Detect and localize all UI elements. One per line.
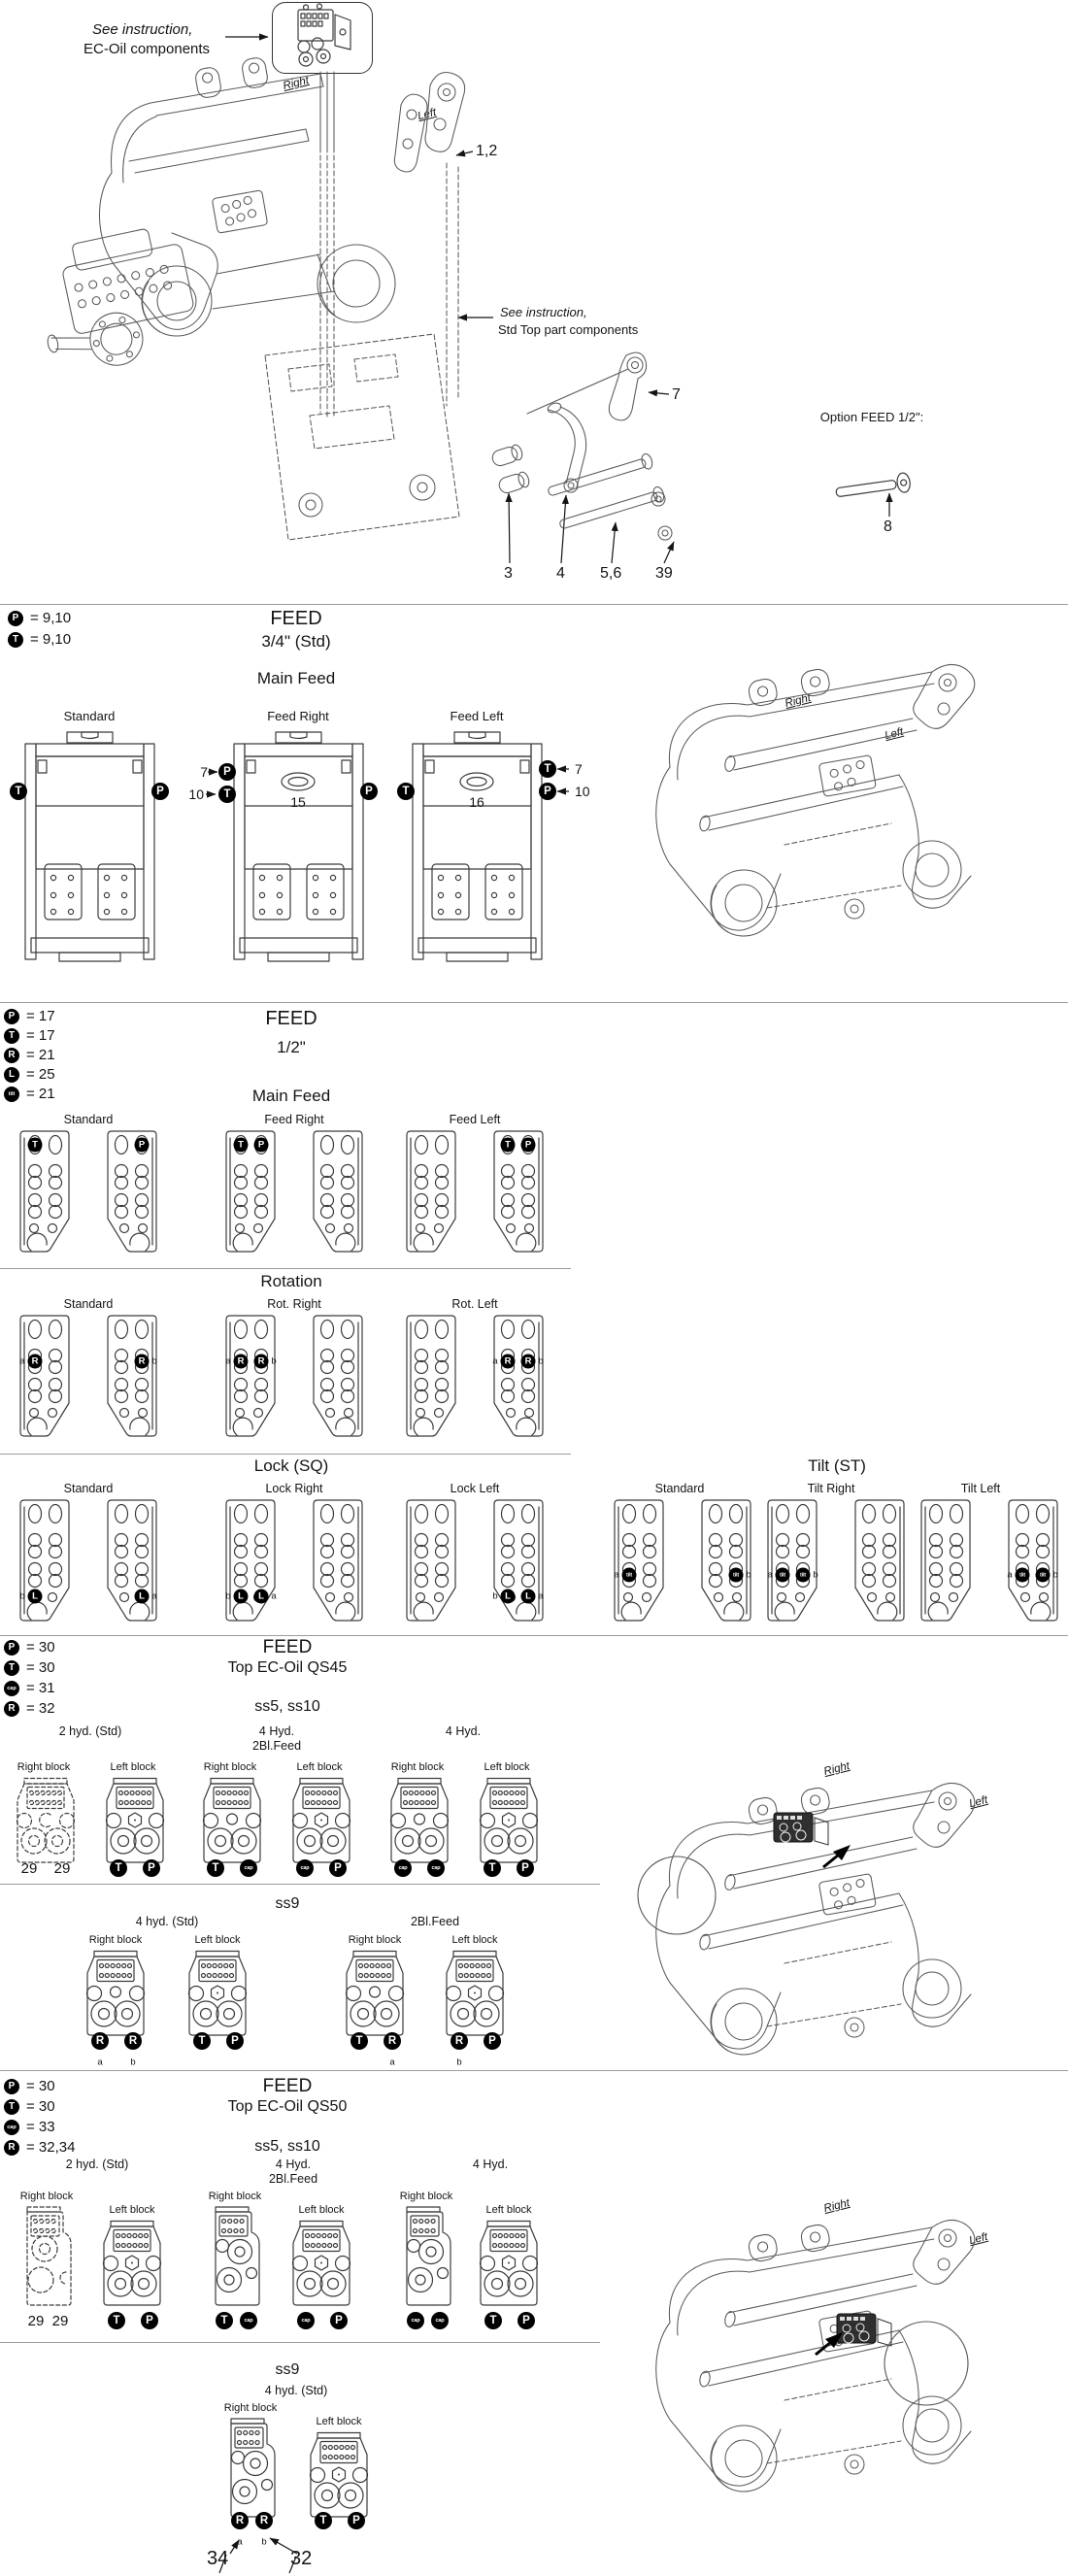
port-badge-R: R <box>501 1355 516 1369</box>
port-plate-right <box>101 1313 161 1439</box>
port-badge-T: T <box>10 783 27 800</box>
port-plate-right <box>487 1497 548 1623</box>
section-divider <box>0 1454 571 1455</box>
valve-block <box>19 2206 74 2307</box>
port-badge-R: R <box>135 1355 150 1369</box>
feed12-Lock (SQ)-variant-label: Lock Left <box>450 1482 500 1495</box>
port-badge-L: L <box>234 1589 249 1604</box>
port-badge-T: T <box>108 2312 125 2329</box>
port-letter: a <box>614 1569 619 1581</box>
exploded-view <box>15 0 694 604</box>
port-letter: b <box>538 1355 544 1367</box>
feed34-variant-feedleft: Feed Left <box>450 709 504 723</box>
port-badge-P: P <box>360 783 378 800</box>
block-title: Left block <box>316 2416 362 2427</box>
feed12-Main Feed-variant-label: Feed Right <box>264 1113 324 1126</box>
port-plate-left <box>221 1497 282 1623</box>
port-badge-P: P <box>329 1859 347 1877</box>
port-plate-left <box>917 1497 977 1623</box>
qs50-ss9-config-label: 4 hyd. (Std) <box>264 2384 328 2397</box>
port-badge-cap: cap <box>394 1859 412 1877</box>
valve-block <box>102 1777 168 1864</box>
coupler-iso-view <box>610 621 1066 998</box>
port-badge-T: T <box>110 1859 127 1877</box>
config-label: 2Bl.Feed <box>410 1915 460 1928</box>
port-plate-left <box>16 1128 76 1255</box>
valve-block <box>399 2206 453 2307</box>
feed34-variant-feedright: Feed Right <box>267 709 329 723</box>
qs50-legend-row <box>4 2119 55 2135</box>
port-badge-T: T <box>484 1859 501 1877</box>
option-bolt-sketch <box>830 464 937 509</box>
port-letter: b <box>151 1355 157 1367</box>
feed12-legend-row <box>4 1008 55 1024</box>
block-title: Right block <box>399 2191 453 2202</box>
qs50-title: FEED <box>262 2076 313 2096</box>
block-title: Left block <box>484 1761 530 1773</box>
port-letter: b <box>19 1590 25 1602</box>
port-letter: b <box>456 2057 462 2068</box>
legend-badge-cap: cap <box>4 1681 19 1696</box>
ecoil-note-line2: EC-Oil components <box>83 41 211 57</box>
qs45-legend-row <box>4 1659 55 1676</box>
block-title: Left block <box>109 2204 155 2216</box>
port-plate-left <box>402 1128 462 1255</box>
port-badge-tilt: tilt <box>776 1568 790 1583</box>
block-title: Left block <box>194 1934 241 1946</box>
port-letter: b <box>225 1590 231 1602</box>
legend-badge-P: P <box>4 1640 19 1656</box>
port-badge-T: T <box>484 2312 502 2329</box>
qs45-legend-row <box>4 1639 55 1656</box>
callout-bolts: 5,6 <box>600 565 622 582</box>
valve-block <box>386 1777 452 1864</box>
block-title: Left block <box>451 1934 498 1946</box>
section-divider <box>0 2342 600 2343</box>
port-letter: a <box>151 1590 157 1602</box>
port-badge-R: R <box>91 2032 109 2050</box>
feed12-group-mainfeed: Main Feed <box>251 1087 331 1105</box>
valve-block <box>306 2431 372 2519</box>
port-plate-left <box>610 1497 670 1623</box>
block-title: Right block <box>203 1761 257 1773</box>
feed12-size: 1/2" <box>277 1038 306 1056</box>
port-letter: a <box>1007 1569 1013 1581</box>
port-badge-R: R <box>234 1355 249 1369</box>
feed12-Lock (SQ)-variant-label: Standard <box>63 1482 114 1495</box>
legend-value: = 30 <box>26 2078 55 2094</box>
port-badge-cap: cap <box>431 2312 449 2329</box>
feed34-callout-10-right: 10 <box>188 786 204 802</box>
legend-badge-T: T <box>4 1028 19 1044</box>
port-letter: a <box>538 1590 544 1602</box>
valve-block <box>223 2418 278 2519</box>
feed12-legend-row <box>4 1027 55 1044</box>
port-letter: a <box>271 1590 277 1602</box>
ecoil-arrow <box>814 2330 847 2358</box>
port-badge-P: P <box>521 1138 536 1153</box>
port-badge-P: P <box>141 2312 158 2329</box>
qs50-callout-34: 34 <box>207 2548 229 2569</box>
port-letter: a <box>767 1569 773 1581</box>
part-number: 29 <box>20 1860 38 1877</box>
config-label: 4 Hyd. <box>445 1724 482 1738</box>
qs45-row-ss9: ss9 <box>275 1895 300 1912</box>
legend-value: = 17 <box>26 1008 55 1024</box>
port-badge-cap: cap <box>240 2312 257 2329</box>
legend-value: = 17 <box>26 1027 55 1044</box>
config-label: 2Bl.Feed <box>268 2172 318 2186</box>
legend-badge-cap: cap <box>4 2120 19 2135</box>
qs50-row-ss5: ss5, ss10 <box>254 2138 320 2155</box>
port-plate-right <box>849 1497 909 1623</box>
legend-value: = 31 <box>26 1680 55 1696</box>
callout-link: 4 <box>556 565 565 582</box>
block-title: Right block <box>19 2191 74 2202</box>
ecoil-note-line1: See instruction, <box>92 21 193 38</box>
feed12-Tilt (ST)-variant-label: Standard <box>654 1482 705 1495</box>
port-badge-T: T <box>350 2032 368 2050</box>
legend-value: = 25 <box>26 1066 55 1083</box>
port-badge-R: R <box>254 1355 269 1369</box>
top-left-label: Left <box>417 106 438 123</box>
port-badge-P: P <box>254 1138 269 1153</box>
std-note-line2: Std Top part components <box>498 322 639 337</box>
feed34-iso-right-label: Right <box>784 691 813 711</box>
port-letter: a <box>492 1355 498 1367</box>
port-badge-R: R <box>384 2032 401 2050</box>
port-plate-right <box>695 1497 755 1623</box>
block-title: Left block <box>485 2204 532 2216</box>
port-badge-P: P <box>517 1859 534 1877</box>
feed-port-number: 15 <box>290 794 306 810</box>
legend-value: = 9,10 <box>30 631 72 648</box>
ecoil-arrow <box>821 1843 854 1870</box>
feed34-callout-10-left: 10 <box>575 784 590 799</box>
port-plate-left <box>763 1497 823 1623</box>
port-badge-L: L <box>135 1589 150 1604</box>
qs50-subtitle: Top EC-Oil QS50 <box>227 2098 348 2115</box>
port-badge-T: T <box>207 1859 224 1877</box>
valve-block <box>342 1950 408 2037</box>
qs45-row-ss5: ss5, ss10 <box>254 1698 320 1715</box>
top-right-label: Right <box>282 74 311 93</box>
feed12-Main Feed-variant-label: Standard <box>63 1113 114 1126</box>
qs50-legend-row <box>4 2098 55 2115</box>
port-badge-R: R <box>451 2032 468 2050</box>
qs45-legend-row <box>4 1700 55 1717</box>
port-badge-T: T <box>315 2512 332 2529</box>
feed34-callout-7-left: 7 <box>575 761 583 777</box>
port-letter: b <box>746 1569 751 1581</box>
feed34-legend-row <box>8 631 71 648</box>
legend-value: = 30 <box>26 1639 55 1656</box>
port-badge-tilt: tilt <box>729 1568 744 1583</box>
port-plate-left <box>221 1128 282 1255</box>
callout-pins: 1,2 <box>476 143 498 159</box>
port-badge-L: L <box>501 1589 516 1604</box>
feed34-group: Main Feed <box>256 669 336 687</box>
legend-badge-P: P <box>4 1009 19 1024</box>
block-title: Right block <box>223 2402 278 2414</box>
section-divider <box>0 1002 1068 1003</box>
coupler-iso-view <box>610 2177 1066 2554</box>
qs45-title: FEED <box>262 1637 313 1657</box>
config-label: 4 hyd. (Std) <box>135 1915 199 1928</box>
config-label: 4 Hyd. <box>275 2158 312 2171</box>
port-badge-T: T <box>539 760 556 778</box>
qs50-callout-32: 32 <box>290 2548 313 2569</box>
callout-washers: 39 <box>655 565 673 582</box>
port-badge-P: P <box>484 2032 501 2050</box>
feed12-legend-row <box>4 1066 55 1083</box>
config-label: 4 Hyd. <box>258 1724 295 1738</box>
qs50-legend-row <box>4 2078 55 2094</box>
port-badge-L: L <box>28 1589 43 1604</box>
port-plate-left <box>16 1497 76 1623</box>
port-badge-P: P <box>539 783 556 800</box>
valve-block <box>288 2220 354 2307</box>
legend-badge-P: P <box>8 611 23 626</box>
port-plate-right <box>1002 1497 1062 1623</box>
port-letter: a <box>97 2057 103 2068</box>
block-title: Right block <box>88 1934 143 1946</box>
port-badge-R: R <box>255 2512 273 2529</box>
port-plate-right <box>487 1128 548 1255</box>
part-number: 29 <box>27 2313 45 2329</box>
port-badge-P: P <box>151 783 169 800</box>
port-letter: b <box>261 2536 267 2548</box>
legend-value: = 32 <box>26 1700 55 1717</box>
legend-value: = 21 <box>26 1086 55 1102</box>
feed12-Tilt (ST)-variant-label: Tilt Left <box>960 1482 1001 1495</box>
legend-badge-T: T <box>4 2099 19 2115</box>
legend-value: = 32,34 <box>26 2139 76 2156</box>
legend-value: = 9,10 <box>30 610 72 626</box>
valve-block <box>83 1950 149 2037</box>
legend-badge-R: R <box>4 2140 19 2156</box>
port-plate-right <box>101 1128 161 1255</box>
valve-block <box>288 1777 354 1864</box>
port-letter: a <box>225 1355 231 1367</box>
port-badge-P: P <box>135 1138 150 1153</box>
legend-badge-T: T <box>8 632 23 648</box>
port-plate-right <box>101 1497 161 1623</box>
port-plate-right <box>307 1313 367 1439</box>
block-title: Left block <box>110 1761 156 1773</box>
valve-block <box>208 2206 262 2307</box>
feed34-legend-row <box>8 610 71 626</box>
feed34-iso-left-label: Left <box>884 725 905 743</box>
feed34-size: 3/4" (Std) <box>261 632 331 651</box>
section-divider <box>0 1268 571 1269</box>
feed12-group-tilt: Tilt (ST) <box>808 1456 866 1475</box>
legend-badge-P: P <box>4 2079 19 2094</box>
port-letter: b <box>130 2057 136 2068</box>
qs50-row-ss9: ss9 <box>275 2361 300 2378</box>
feed12-Rotation-variant-label: Rot. Left <box>451 1297 498 1311</box>
valve-block <box>476 1777 542 1864</box>
port-badge-R: R <box>231 2512 249 2529</box>
port-badge-R: R <box>124 2032 142 2050</box>
coupler-front-view <box>412 730 543 971</box>
port-letter: a <box>389 2057 395 2068</box>
port-badge-T: T <box>218 786 236 803</box>
feed34-callout-7-right: 7 <box>200 764 208 780</box>
qs50-iso-right-label: Right <box>822 2196 851 2216</box>
port-plate-right <box>487 1313 548 1439</box>
port-badge-T: T <box>216 2312 233 2329</box>
port-letter: b <box>813 1569 818 1581</box>
port-badge-P: P <box>348 2512 365 2529</box>
legend-value: = 33 <box>26 2119 55 2135</box>
block-title: Left block <box>296 1761 343 1773</box>
feed12-Rotation-variant-label: Standard <box>63 1297 114 1311</box>
legend-badge-tilt: tilt <box>4 1087 19 1102</box>
section-divider <box>0 1635 1068 1636</box>
block-title: Right block <box>208 2191 262 2202</box>
port-badge-T: T <box>397 783 415 800</box>
port-plate-right <box>307 1497 367 1623</box>
port-badge-cap: cap <box>407 2312 424 2329</box>
legend-badge-R: R <box>4 1048 19 1063</box>
feed12-legend-row <box>4 1047 55 1063</box>
port-badge-cap: cap <box>296 1859 314 1877</box>
legend-value: = 21 <box>26 1047 55 1063</box>
block-title: Right block <box>17 1761 71 1773</box>
port-badge-P: P <box>143 1859 160 1877</box>
config-label: 2Bl.Feed <box>251 1739 302 1753</box>
section-divider <box>0 604 1068 605</box>
valve-block <box>184 1950 250 2037</box>
port-badge-T: T <box>234 1138 249 1153</box>
port-plate-left <box>221 1313 282 1439</box>
port-badge-cap: cap <box>297 2312 315 2329</box>
port-badge-R: R <box>28 1355 43 1369</box>
config-label: 2 hyd. (Std) <box>58 1724 122 1738</box>
port-plate-left <box>402 1497 462 1623</box>
legend-badge-L: L <box>4 1067 19 1083</box>
feed12-group-lock: Lock (SQ) <box>253 1456 329 1475</box>
port-badge-T: T <box>193 2032 211 2050</box>
feed12-Main Feed-variant-label: Feed Left <box>449 1113 501 1126</box>
valve-block <box>199 1777 265 1864</box>
feed12-title: FEED <box>265 1008 317 1029</box>
feed12-Tilt (ST)-variant-label: Tilt Right <box>807 1482 855 1495</box>
feed12-Rotation-variant-label: Rot. Right <box>267 1297 321 1311</box>
port-letter: b <box>271 1355 277 1367</box>
block-title: Right block <box>390 1761 445 1773</box>
feed-port-number: 16 <box>469 794 484 810</box>
qs45-legend-row <box>4 1680 55 1696</box>
block-title: Right block <box>348 1934 402 1946</box>
port-badge-L: L <box>521 1589 536 1604</box>
port-badge-tilt: tilt <box>622 1568 637 1583</box>
callout-bracket: 7 <box>672 386 681 403</box>
highlight-circle <box>882 2319 971 2408</box>
part-number: 29 <box>53 1860 71 1877</box>
valve-block <box>13 1777 79 1864</box>
qs45-iso-left-label: Left <box>968 1793 989 1811</box>
port-badge-P: P <box>226 2032 244 2050</box>
config-label: 4 Hyd. <box>472 2158 509 2171</box>
valve-block <box>476 2220 542 2307</box>
part-number: 29 <box>51 2313 69 2329</box>
feed12-Lock (SQ)-variant-label: Lock Right <box>265 1482 323 1495</box>
feed12-legend-row <box>4 1086 55 1102</box>
valve-block <box>99 2220 165 2307</box>
port-badge-P: P <box>517 2312 535 2329</box>
port-badge-cap: cap <box>427 1859 445 1877</box>
callout-bushing: 3 <box>504 565 513 582</box>
qs45-iso-right-label: Right <box>822 1759 851 1779</box>
port-badge-P: P <box>330 2312 348 2329</box>
std-note-line1: See instruction, <box>500 305 587 319</box>
coupler-front-view <box>24 730 155 971</box>
legend-value: = 30 <box>26 2098 55 2115</box>
coupler-front-view <box>233 730 364 971</box>
port-letter: a <box>19 1355 25 1367</box>
port-badge-tilt: tilt <box>1016 1568 1030 1583</box>
highlight-circle <box>636 1855 718 1936</box>
port-badge-T: T <box>501 1138 516 1153</box>
port-badge-tilt: tilt <box>1036 1568 1051 1583</box>
section-divider <box>0 1884 600 1885</box>
feed34-title: FEED <box>270 608 322 629</box>
legend-badge-R: R <box>4 1701 19 1717</box>
feed34-variant-standard: Standard <box>63 709 116 723</box>
port-plate-left <box>16 1313 76 1439</box>
valve-block <box>442 1950 508 2037</box>
port-letter: b <box>1052 1569 1058 1581</box>
legend-value: = 30 <box>26 1659 55 1676</box>
port-plate-left <box>402 1313 462 1439</box>
option-feed-label: Option FEED 1/2": <box>819 410 924 424</box>
callout-option-bolt: 8 <box>884 519 892 535</box>
port-badge-T: T <box>28 1138 43 1153</box>
port-badge-cap: cap <box>240 1859 257 1877</box>
port-badge-P: P <box>218 763 236 781</box>
port-badge-L: L <box>254 1589 269 1604</box>
qs45-subtitle: Top EC-Oil QS45 <box>227 1659 348 1676</box>
config-label: 2 hyd. (Std) <box>65 2158 129 2171</box>
port-badge-R: R <box>521 1355 536 1369</box>
feed12-group-rotation: Rotation <box>260 1272 322 1290</box>
port-plate-right <box>307 1128 367 1255</box>
qs50-iso-left-label: Left <box>968 2230 989 2248</box>
port-letter: b <box>492 1590 498 1602</box>
qs50-legend-row <box>4 2139 75 2156</box>
port-letter: a <box>237 2536 243 2548</box>
legend-badge-T: T <box>4 1660 19 1676</box>
block-title: Left block <box>298 2204 345 2216</box>
port-badge-tilt: tilt <box>796 1568 811 1583</box>
